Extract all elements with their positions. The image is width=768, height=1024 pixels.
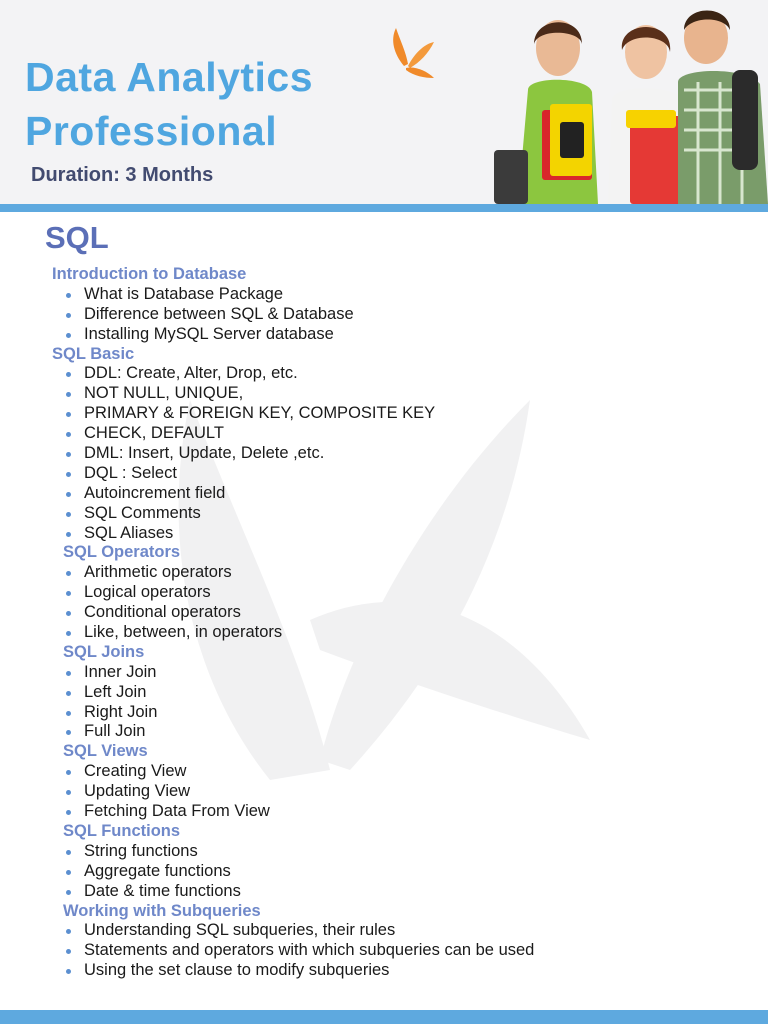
section-title: SQL bbox=[45, 220, 109, 255]
list-item: DML: Insert, Update, Delete ,etc. bbox=[0, 444, 768, 464]
list-item: Right Join bbox=[0, 703, 768, 723]
students-photo bbox=[488, 0, 768, 204]
header-divider bbox=[0, 204, 768, 212]
group-heading: SQL Functions bbox=[63, 821, 181, 840]
list-item: Left Join bbox=[0, 683, 768, 703]
list-item: Like, between, in operators bbox=[0, 623, 768, 643]
list-item: SQL Comments bbox=[0, 504, 768, 524]
title-line-1: Data Analytics bbox=[25, 54, 314, 100]
list-item: Conditional operators bbox=[0, 603, 768, 623]
group-heading: Working with Subqueries bbox=[63, 901, 261, 920]
list-item: Arithmetic operators bbox=[0, 563, 768, 583]
group-heading: SQL Basic bbox=[52, 344, 135, 363]
list-item: String functions bbox=[0, 842, 768, 862]
butterfly-logo-icon bbox=[384, 26, 436, 82]
list-item: Creating View bbox=[0, 762, 768, 782]
group-heading: SQL Operators bbox=[63, 543, 181, 562]
list-item: Updating View bbox=[0, 782, 768, 802]
list-item: Difference between SQL & Database bbox=[0, 305, 768, 325]
list-item: Full Join bbox=[0, 722, 768, 742]
curriculum-list bbox=[0, 265, 768, 981]
list-item: Inner Join bbox=[0, 663, 768, 683]
course-duration: Duration: 3 Months bbox=[31, 164, 214, 186]
list-item: Autoincrement field bbox=[0, 484, 768, 504]
list-item: PRIMARY & FOREIGN KEY, COMPOSITE KEY bbox=[0, 404, 768, 424]
footer-bar bbox=[0, 1010, 768, 1024]
list-item: What is Database Package bbox=[0, 285, 768, 305]
list-item: Using the set clause to modify subqueries bbox=[0, 961, 768, 981]
list-item: NOT NULL, UNIQUE, bbox=[0, 384, 768, 404]
list-item: Aggregate functions bbox=[0, 862, 768, 882]
title-line-2: Professional bbox=[25, 108, 278, 154]
group-heading: SQL Views bbox=[63, 742, 148, 761]
list-item: Logical operators bbox=[0, 583, 768, 603]
group-heading: SQL Joins bbox=[63, 642, 145, 661]
list-item: DDL: Create, Alter, Drop, etc. bbox=[0, 364, 768, 384]
page-title bbox=[25, 50, 313, 158]
list-item: Fetching Data From View bbox=[0, 802, 768, 822]
list-item: DQL : Select bbox=[0, 464, 768, 484]
list-item: SQL Aliases bbox=[0, 524, 768, 544]
list-item: Understanding SQL subqueries, their rules bbox=[0, 921, 768, 941]
list-item: Installing MySQL Server database bbox=[0, 325, 768, 345]
list-item: Statements and operators with which subqueries can be used bbox=[0, 941, 768, 961]
list-item: CHECK, DEFAULT bbox=[0, 424, 768, 444]
group-heading: Introduction to Database bbox=[52, 265, 247, 283]
list-item: Date & time functions bbox=[0, 882, 768, 902]
